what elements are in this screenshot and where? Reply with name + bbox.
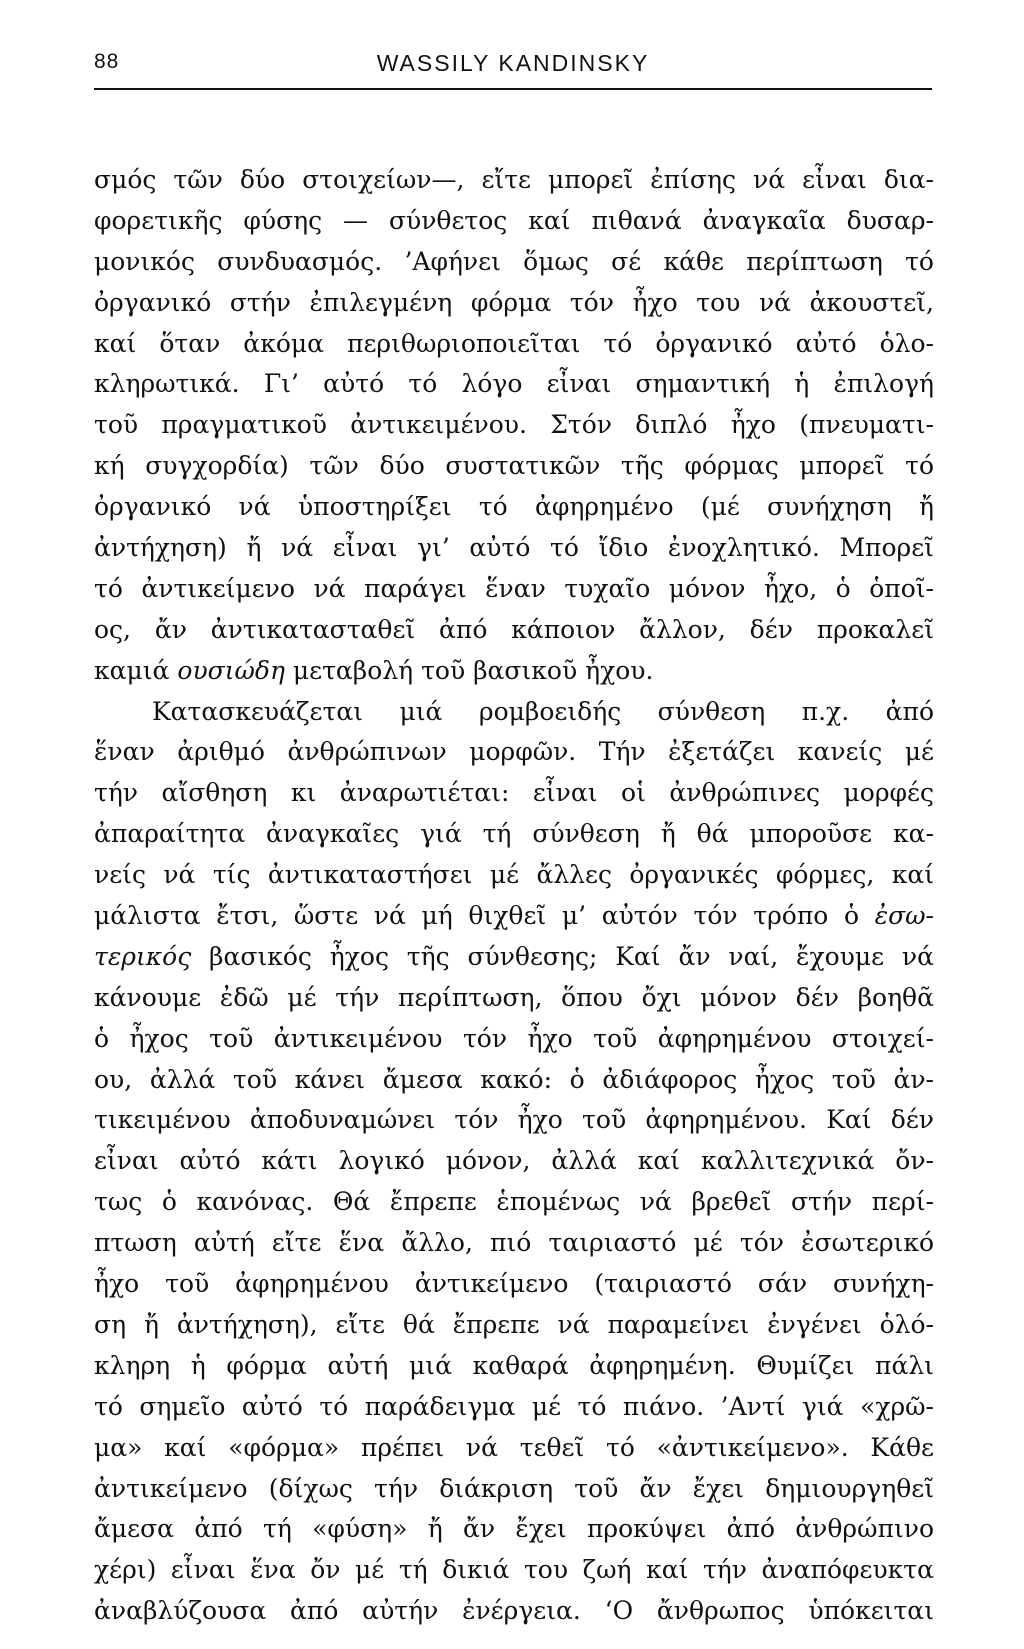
text-line: καί ὅταν ἀκόμα περιθωριοποιεῖται τό ὀργανικό αὐτό ὁλο- bbox=[94, 328, 934, 358]
text-line: τοῦ πραγματικοῦ ἀντικειμένου. Στόν διπλό ἦχο (πνευματι- bbox=[94, 410, 934, 440]
text-line: κληρη ἡ φόρμα αὐτή μιά καθαρά ἀφηρημένη. Θυμίζει πάλι bbox=[94, 1350, 934, 1380]
text-line: ὁ ἦχος τοῦ ἀντικειμένου τόν ἦχο τοῦ ἀφηρημένου στοιχεί- bbox=[94, 1023, 934, 1053]
italic-word: ουσιώδη bbox=[177, 655, 285, 685]
text-line: κληρωτικά. Γι’ αὐτό τό λόγο εἶναι σημαντική ἡ ἐπιλογή bbox=[94, 369, 934, 399]
body-text bbox=[94, 160, 934, 1632]
text-line: ἀναβλύζουσα ἀπό αὐτήν ἐνέργεια. ‘Ο ἄνθρωπος ὑπόκειται bbox=[94, 1596, 934, 1626]
text-line: τικειμένου ἀποδυναμώνει τόν ἦχο τοῦ ἀφηρημένου. Καί δέν bbox=[94, 1105, 934, 1135]
text-line: εἶναι αὐτό κάτι λογικό μόνον, ἀλλά καί καλλιτεχνικά ὄν- bbox=[94, 1146, 934, 1176]
text-line: ἦχο τοῦ ἀφηρημένου ἀντικείμενο (ταιριαστό σάν συνήχη- bbox=[94, 1269, 934, 1299]
text-line: καμιά ουσιώδη μεταβολή τοῦ βασικοῦ ἦχου. bbox=[94, 655, 654, 685]
text-line: ἀντικείμενο (δίχως τήν διάκριση τοῦ ἄν ἔχει δημιουργηθεῖ bbox=[94, 1473, 934, 1503]
text-line: ου, ἀλλά τοῦ κάνει ἄμεσα κακό: ὁ ἀδιάφορος ἦχος τοῦ ἀν- bbox=[94, 1064, 934, 1094]
text-line: χέρι) εἶναι ἕνα ὄν μέ τή δικιά του ζωή καί τήν ἀναπόφευκτα bbox=[94, 1555, 934, 1585]
text-line: ος, ἄν ἀντικατασταθεῖ ἀπό κάποιον ἄλλον, δέν προκαλεῖ bbox=[94, 614, 934, 644]
text-line: κάνουμε ἐδῶ μέ τήν περίπτωση, ὅπου ὄχι μόνον δέν βοηθᾶ bbox=[94, 982, 934, 1012]
page-number: 88 bbox=[94, 50, 120, 73]
running-title: WASSILY KANDINSKY bbox=[376, 50, 650, 76]
running-head bbox=[94, 48, 932, 90]
text-line: τήν αἴσθηση κι ἀναρωτιέται: εἶναι οἱ ἀνθρώπινες μορφές bbox=[94, 778, 934, 808]
text-line: ἀντήχηση) ἤ νά εἶναι γι’ αὐτό τό ἴδιο ἐνοχλητικό. Μπορεῖ bbox=[94, 533, 934, 563]
text-line: μάλιστα ἔτσι, ὥστε νά μή θιχθεῖ μ’ αὐτόν τόν τρόπο ὁ ἐσω- bbox=[94, 901, 934, 931]
text-line: τό σημεῖο αὐτό τό παράδειγμα μέ τό πιάνο. ’Αντί γιά «χρῶ- bbox=[94, 1391, 934, 1421]
text-line: μονικός συνδυασμός. ’Αφήνει ὅμως σέ κάθε περίπτωση τό bbox=[94, 246, 934, 276]
text-line: τό ἀντικείμενο νά παράγει ἕναν τυχαῖο μόνον ἦχο, ὁ ὁποῖ- bbox=[94, 573, 934, 603]
text-line: ση ἤ ἀντήχηση), εἴτε θά ἔπρεπε νά παραμείνει ἐνγένει ὁλό- bbox=[94, 1309, 934, 1339]
text-line: ὀργανικό νά ὑποστηρίξει τό ἀφηρημένο (μέ συνήχηση ἤ bbox=[94, 492, 934, 522]
italic-word: ἐσω- bbox=[874, 901, 934, 931]
text-line: τως ὁ κανόνας. Θά ἔπρεπε ἑπομένως νά βρεθεῖ στήν περί- bbox=[94, 1187, 934, 1217]
text-line: σμός τῶν δύο στοιχείων—, εἴτε μπορεῖ ἐπίσης νά εἶναι δια- bbox=[94, 165, 934, 194]
italic-word: τερικός bbox=[94, 941, 192, 971]
text-line: ἕναν ἀριθμό ἀνθρώπινων μορφῶν. Τήν ἐξετάζει κανείς μέ bbox=[94, 737, 934, 767]
text-line: ὀργανικό στήν ἐπιλεγμένη φόρμα τόν ἦχο του νά ἀκουστεῖ, bbox=[94, 287, 934, 317]
text-line: μα» καί «φόρμα» πρέπει νά τεθεῖ τό «ἀντικείμενο». Κάθε bbox=[94, 1432, 934, 1462]
text-line: πτωση αὐτή εἴτε ἕνα ἄλλο, πιό ταιριαστό μέ τόν ἐσωτερικό bbox=[94, 1228, 934, 1258]
text-line: φορετικῆς φύσης — σύνθετος καί πιθανά ἀναγκαῖα δυσαρ- bbox=[94, 205, 934, 235]
text-line: τερικός βασικός ἦχος τῆς σύνθεσης; Καί ἄν ναί, ἔχουμε νά bbox=[94, 941, 934, 971]
text-line: ἄμεσα ἀπό τή «φύση» ἤ ἄν ἔχει προκύψει ἀπό ἀνθρώπινο bbox=[94, 1514, 934, 1544]
text-line: κή συγχορδία) τῶν δύο συστατικῶν τῆς φόρμας μπορεῖ τό bbox=[94, 451, 934, 481]
text-line: νείς νά τίς ἀντικαταστήσει μέ ἄλλες ὀργανικές φόρμες, καί bbox=[94, 860, 934, 890]
text-line: Κατασκευάζεται μιά ρομβοειδής σύνθεση π.χ. ἀπό bbox=[152, 696, 934, 726]
text-line: ἀπαραίτητα ἀναγκαῖες γιά τή σύνθεση ἤ θά μποροῦσε κα- bbox=[94, 819, 934, 849]
